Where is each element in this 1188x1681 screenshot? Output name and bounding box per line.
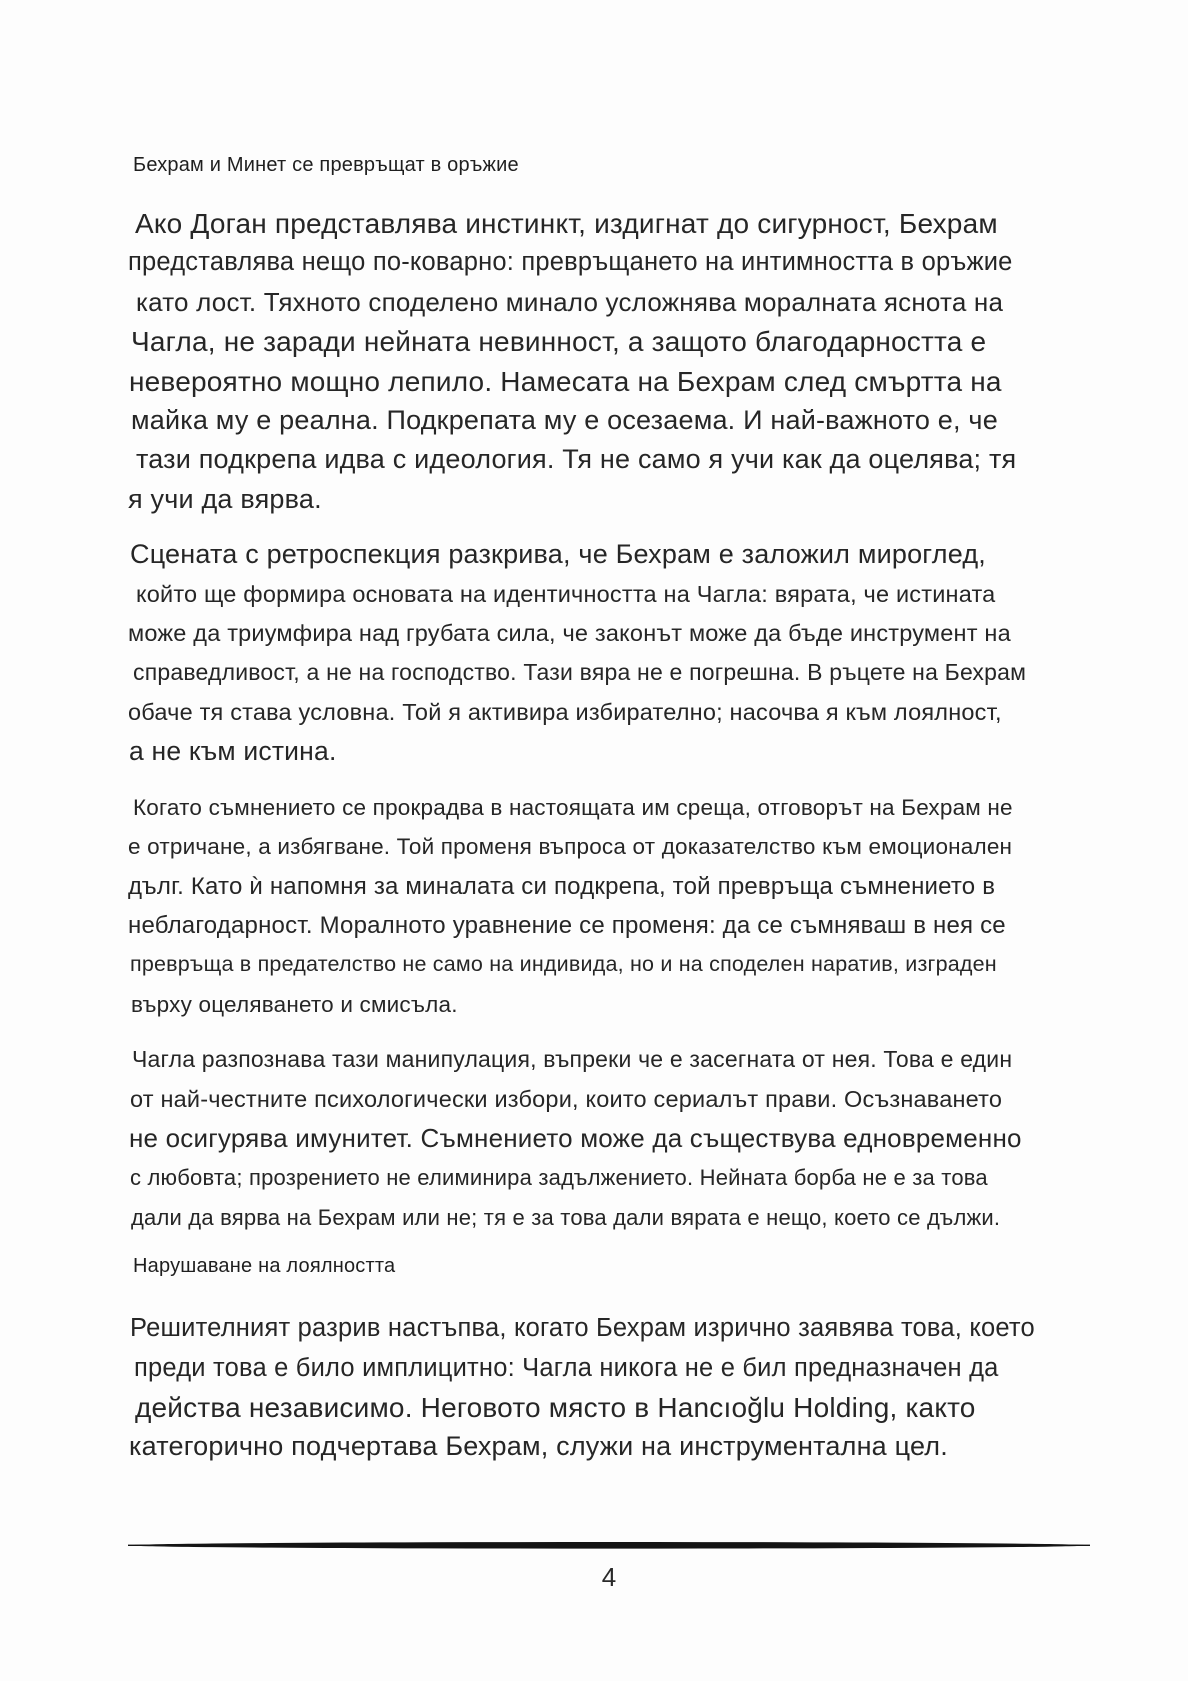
text-line: Сцената с ретроспекция разкрива, че Бехрам е заложил мироглед, bbox=[130, 539, 986, 570]
text-line: превръща в предателство не само на индивида, но и на споделен наратив, изграден bbox=[130, 952, 997, 977]
text-line: е отричане, а избягване. Той променя въпроса от доказателство към емоционален bbox=[128, 834, 1013, 860]
text-line: действа независимо. Неговото място в Hancıoğlu Holding, както bbox=[135, 1391, 976, 1423]
text-line: майка му е реална. Подкрепата му е осезаема. И най-важното е, че bbox=[131, 405, 998, 436]
text-line: Решителният разрив настъпва, когато Бехрам изрично заявява това, което bbox=[130, 1314, 1035, 1343]
paragraph bbox=[128, 788, 1090, 1024]
text-line: а не към истина. bbox=[129, 736, 337, 767]
text-line: може да триумфира над грубата сила, че законът може да бъде инструмент на bbox=[128, 620, 1011, 647]
text-line: Чагла разпознава тази манипулация, въпреки че е засегната от нея. Това е един bbox=[132, 1046, 1013, 1073]
text-line: категорично подчертава Бехрам, служи на инструментална цел. bbox=[129, 1431, 948, 1462]
paragraph bbox=[128, 535, 1090, 771]
text-line: Когато съмнението се прокрадва в настоящата им среща, отговорът на Бехрам не bbox=[133, 794, 1013, 820]
text-line: който ще формира основата на идентичността на Чагла: вярата, че истината bbox=[136, 580, 996, 607]
text-line: като лост. Тяхното споделено минало усложнява моралната яснота на bbox=[136, 286, 1004, 317]
text-line: неблагодарност. Моралното уравнение се променя: да се съмняваш в нея се bbox=[128, 911, 1006, 939]
text-line: я учи да вярва. bbox=[128, 483, 322, 514]
page-number: 4 bbox=[601, 1562, 617, 1592]
text-line: не осигурява имунитет. Съмнението може да съществува едновременно bbox=[129, 1122, 1022, 1153]
text-line: обаче тя става условна. Той я активира избирателно; насочва я към лоялност, bbox=[128, 698, 1002, 725]
paragraph bbox=[128, 204, 1090, 519]
paragraph bbox=[128, 1040, 1090, 1237]
page-footer bbox=[128, 1541, 1090, 1593]
section-heading-weapon: Бехрам и Минет се превръщат в оръжие bbox=[133, 154, 519, 176]
text-line: Чагла, не заради нейната невинност, а защото благодарността е bbox=[131, 326, 987, 358]
paragraph bbox=[128, 1309, 1090, 1467]
text-line: преди това е било имплицитно: Чагла никога не е бил предназначен да bbox=[134, 1353, 999, 1382]
footer-rule bbox=[128, 1541, 1090, 1550]
text-line: Ако Доган представлява инстинкт, издигнат до сигурност, Бехрам bbox=[135, 208, 998, 239]
section-heading-loyalty: Нарушаване на лоялността bbox=[133, 1255, 396, 1278]
text-line: справедливост, а не на господство. Тази вяра не е погрешна. В ръцете на Бехрам bbox=[133, 659, 1027, 686]
text-line: невероятно мощно лепило. Намесата на Бехрам след смъртта на bbox=[129, 365, 1002, 397]
text-line: дали да вярва на Бехрам или не; тя е за това дали вярата е нещо, което се дължи. bbox=[131, 1204, 1001, 1230]
text-line: от най-честните психологически избори, които сериалът прави. Осъзнаването bbox=[130, 1085, 1003, 1112]
text-line: с любовта; прозрението не елиминира задължението. Нейната борба не е за това bbox=[130, 1165, 988, 1191]
text-line: върху оцеляването и смисъла. bbox=[131, 991, 458, 1017]
text-line: представлява нещо по-коварно: превръщането на интимността в оръжие bbox=[128, 248, 1013, 277]
text-line: дълг. Като ѝ напомня за миналата си подкрепа, той превръща съмнението в bbox=[128, 872, 996, 900]
text-line: тази подкрепа идва с идеология. Тя не само я учи как да оцелява; тя bbox=[136, 444, 1017, 475]
